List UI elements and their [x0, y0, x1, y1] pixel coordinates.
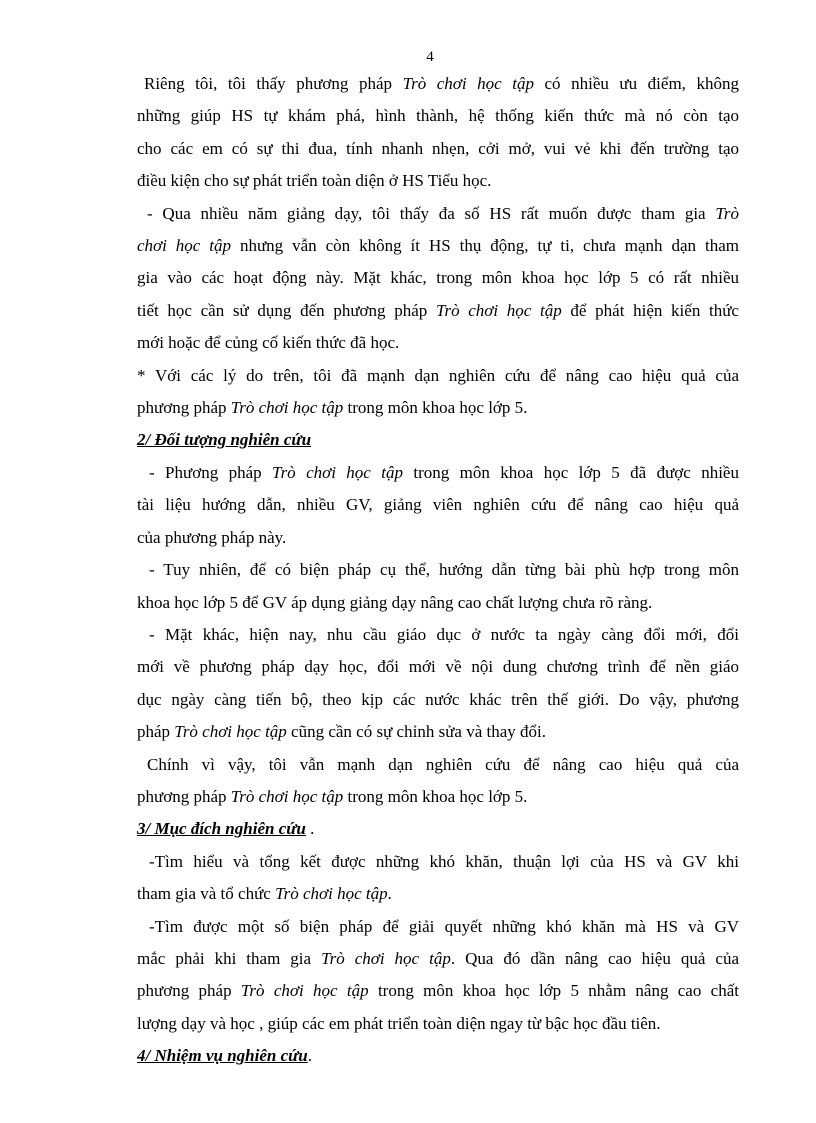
text-run: gia vào các hoạt động này. Mặt khác, trong môn khoa học lớp 5 có rất nhiều [137, 268, 739, 288]
section-heading-text: 3/ Mục đích nghiên cứu [137, 819, 306, 839]
body-line [137, 522, 739, 554]
body-line [137, 878, 739, 910]
italic-term: chơi học tập [137, 236, 232, 256]
text-run: trong môn khoa học lớp 5. [343, 786, 528, 806]
italic-term: Trò chơi học tập [230, 398, 344, 418]
italic-term: Trò chơi học tập [272, 462, 403, 482]
body-line [137, 1008, 739, 1040]
body-line [137, 554, 739, 586]
text-run: có nhiều ưu điểm, không [533, 74, 739, 93]
section-heading [137, 424, 739, 456]
body-line [137, 68, 739, 100]
text-run: - Mặt khác, hiện nay, nhu cầu giáo dục ở nước ta ngày càng đổi mới, đổi [149, 624, 739, 644]
body-line [137, 587, 739, 619]
body-line [137, 749, 739, 781]
body-line [137, 684, 739, 716]
body-line [137, 975, 739, 1007]
text-run: -Tìm được một số biện pháp để giải quyết những khó khăn mà HS và GV [149, 916, 739, 936]
italic-term: Trò chơi học tập [174, 722, 287, 742]
italic-term: Trò chơi học tập [275, 884, 388, 904]
text-run: phương pháp [137, 981, 241, 1001]
body-line [137, 911, 739, 943]
body-line [137, 781, 739, 813]
text-run: trong môn khoa học lớp 5 nhằm nâng cao chất [368, 981, 739, 1001]
text-run: cũng cần có sự chỉnh sửa và thay đổi. [286, 722, 546, 742]
body-line [137, 262, 739, 294]
text-run: những giúp HS tự khám phá, hình thành, hệ thống kiến thức mà nó còn tạo [137, 106, 739, 126]
body-line [137, 165, 739, 197]
italic-term: Trò chơi học tập [435, 300, 562, 320]
text-run: trong môn khoa học lớp 5. [343, 398, 528, 418]
body-line [137, 295, 739, 327]
body-line [137, 619, 739, 651]
text-run: phương pháp [137, 786, 231, 806]
text-run: tham gia và tổ chức [137, 884, 276, 904]
body-line [137, 846, 739, 878]
text-run: - Phương pháp [149, 462, 273, 482]
body-line [137, 489, 739, 521]
text-run: cho các em có sự thi đua, tính nhanh nhẹn, cởi mở, vui vẻ khi đến trường tạo [137, 138, 739, 158]
body-line [137, 360, 739, 392]
body-line [137, 716, 739, 748]
text-run: điều kiện cho sự phát triển toàn diện ở HS Tiểu học. [137, 171, 492, 191]
text-run: mới hoặc để củng cố kiến thức đã học. [137, 333, 400, 353]
text-run: dục ngày càng tiến bộ, theo kịp các nước khác trên thế giới. Do vậy, phương [137, 689, 739, 709]
text-run: mới về phương pháp dạy học, đổi mới về nội dung chương trình để nền giáo [137, 657, 739, 677]
heading-suffix: . [307, 1046, 313, 1066]
section-heading [137, 813, 739, 845]
text-run: tài liệu hướng dẫn, nhiều GV, giảng viên nghiên cứu để nâng cao hiệu quả [137, 495, 739, 515]
text-run: tiết học cần sử dụng đến phương pháp [137, 300, 436, 320]
body-line [137, 100, 739, 132]
body-line [137, 943, 739, 975]
text-run: khoa học lớp 5 để GV áp dụng giảng dạy nâng cao chất lượng chưa rõ ràng. [137, 592, 653, 612]
body-line [137, 198, 739, 230]
italic-term: Trò [715, 203, 739, 223]
italic-term: Trò chơi học tập [240, 981, 369, 1001]
text-run: pháp [137, 722, 175, 742]
text-run: của phương pháp này. [137, 527, 287, 547]
section-heading [137, 1040, 739, 1072]
text-run: phương pháp [137, 398, 231, 418]
italic-term: Trò chơi học tập [321, 948, 451, 968]
heading-suffix: . [305, 819, 315, 839]
text-run: - Tuy nhiên, để có biện pháp cụ thể, hướng dẫn từng bài phù hợp trong môn [149, 560, 739, 580]
text-run: -Tìm hiểu và tổng kết được những khó khăn, thuận lợi của HS và GV khi [149, 851, 739, 871]
text-run: . Qua đó dần nâng cao hiệu quả của [450, 948, 739, 968]
body-line [137, 392, 739, 424]
body-line [137, 457, 739, 489]
body-line [137, 327, 739, 359]
text-run: để phát hiện kiến thức [561, 300, 739, 320]
text-run: * Với các lý do trên, tôi đã mạnh dạn nghiên cứu để nâng cao hiệu quả của [137, 365, 739, 385]
text-run: trong môn khoa học lớp 5 đã được nhiều [402, 462, 739, 482]
text-run: Riêng tôi, tôi thấy phương pháp [144, 74, 403, 93]
text-run: lượng dạy và học , giúp các em phát triển toàn diện ngay từ bậc học đầu tiên. [137, 1013, 661, 1033]
text-run: . [387, 884, 392, 904]
page-number: 4 [426, 49, 434, 65]
italic-term: Trò chơi học tập [230, 786, 344, 806]
italic-term: Trò chơi học tập [402, 74, 534, 93]
section-heading-text: 4/ Nhiệm vụ nghiên cứu [137, 1046, 308, 1066]
section-heading-text: 2/ Đối tượng nghiên cứu [137, 430, 312, 450]
document-body [137, 68, 739, 1073]
body-line [137, 230, 739, 262]
text-run: mắc phải khi tham gia [137, 948, 322, 968]
text-run: Chính vì vậy, tôi vẫn mạnh dạn nghiên cứu để nâng cao hiệu quả của [147, 754, 739, 774]
body-line [137, 651, 739, 683]
text-run: - Qua nhiều năm giảng dạy, tôi thấy đa số HS rất muốn được tham gia [147, 203, 716, 223]
body-line [137, 133, 739, 165]
text-run: nhưng vẫn còn không ít HS thụ động, tự ti, chưa mạnh dạn tham [231, 236, 739, 256]
